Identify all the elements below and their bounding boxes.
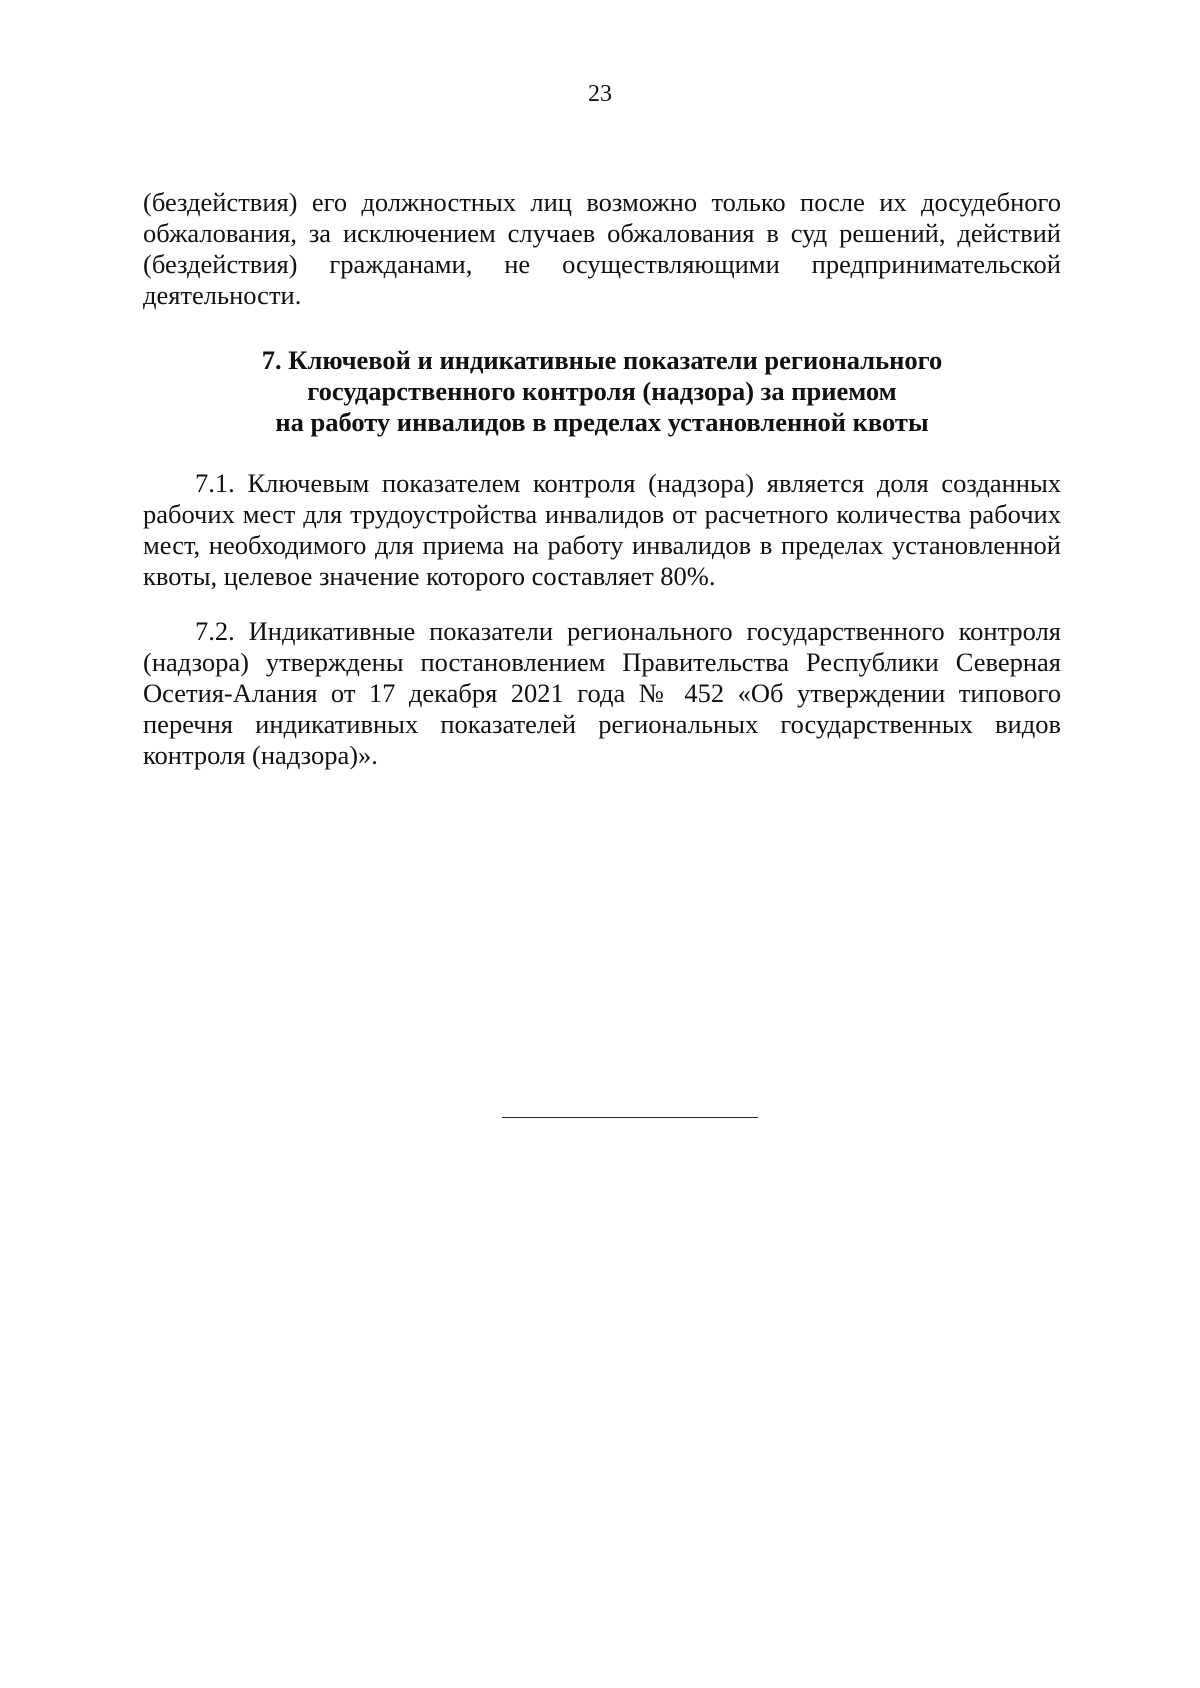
section-heading-line-1: 7. Ключевой и индикативные показатели регионального [261,345,943,375]
section-heading-line-2: государственного контроля (надзора) за приемом [307,376,897,406]
paragraph-7-1: 7.1. Ключевым показателем контроля (надзора) является доля созданных рабочих мест для трудоустройства инвалидов от расчетного количества рабочих мест, необходимого для приема на работу инвалидов в пределах установленной квоты, целевое значение которого составляет 80%. [143,468,1061,591]
section-heading-line-3: на работу инвалидов в пределах установленной квоты [275,407,929,437]
section-heading [143,345,1061,438]
paragraph-continuation: (бездействия) его должностных лиц возможно только после их досудебного обжалования, за исключением случаев обжалования в суд решений, действий (бездействия) гражданами, не осуществляющими предпринимательской деятельности. [143,187,1061,310]
page-number: 23 [588,81,612,107]
paragraph-7-2: 7.2. Индикативные показатели регионального государственного контроля (надзора) утверждены постановлением Правительства Республики Северная Осетия-Алания от 17 декабря 2021 года № 452 «Об утверждении типового перечня индикативных показателей региональных государственных видов контроля (надзора)». [143,616,1061,770]
document-body [143,187,1061,771]
end-separator-line [502,1117,758,1118]
